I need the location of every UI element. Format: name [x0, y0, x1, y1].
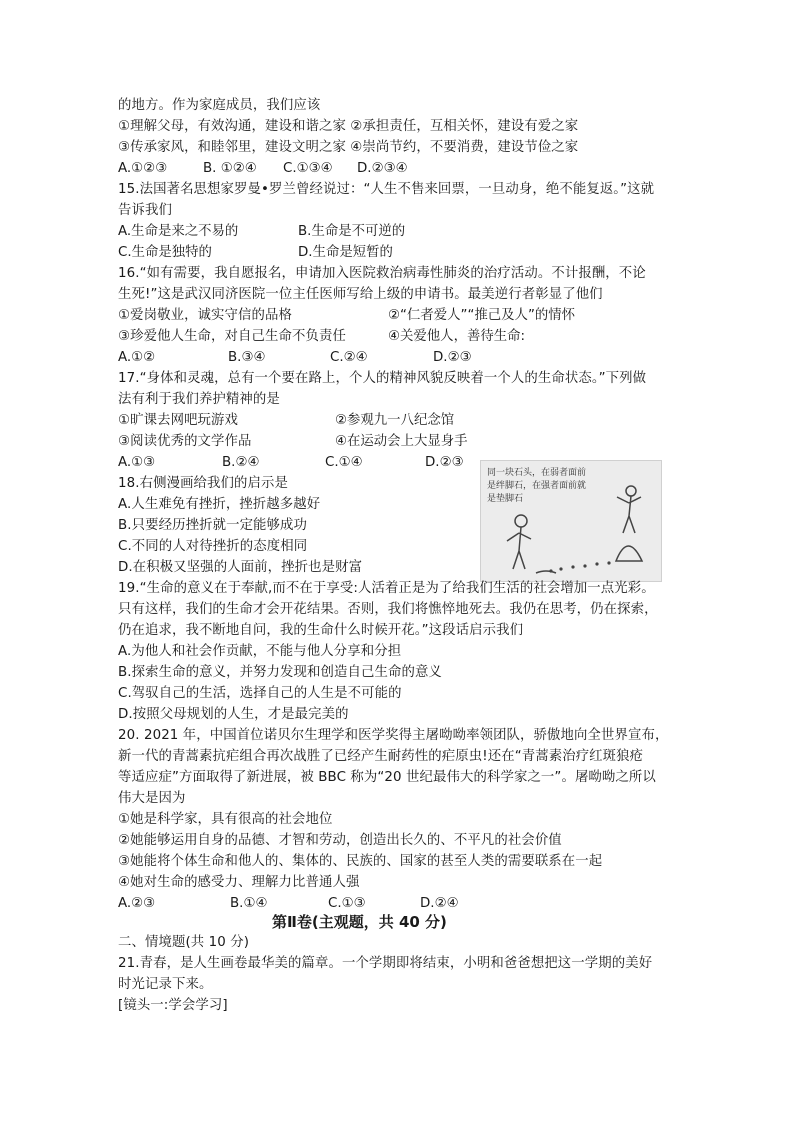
- text-line: 伟大是因为: [118, 791, 186, 806]
- option: A.①②③: [118, 161, 168, 176]
- option: D.②③: [425, 455, 464, 470]
- option: B.③④: [228, 350, 266, 365]
- text-line: ③传承家风，和睦邻里，建设文明之家 ④崇尚节约，不要消费，建设节俭之家: [118, 140, 579, 155]
- text-line: ①理解父母，有效沟通，建设和谐之家 ②承担责任，互相关怀，建设有爱之家: [118, 119, 579, 134]
- cartoon-drawing: [481, 461, 661, 581]
- text-line: [镜头一:学会学习]: [118, 998, 228, 1013]
- option: A.①③: [118, 455, 156, 470]
- text-line: 生死!”这是武汉同济医院一位主任医师写给上级的申请书。最美逆行者彰显了他们: [118, 287, 603, 302]
- text-line: ①爱岗敬业，诚实守信的品格: [118, 308, 292, 323]
- option: D.②③④: [357, 161, 408, 176]
- text-line: ②参观九一八纪念馆: [335, 413, 455, 428]
- text-line: ③她能将个体生命和他人的、集体的、民族的、国家的甚至人类的需要联系在一起: [118, 854, 603, 869]
- option: D.在积极又坚强的人面前，挫折也是财富: [118, 560, 363, 575]
- question-20: 20. 2021 年，中国首位诺贝尔生理学和医学奖得主屠呦呦率领团队，骄傲地向全世界宣布，: [118, 728, 669, 743]
- text-line: ④关爱他人，善待生命:: [388, 329, 526, 344]
- cartoon-image: [480, 460, 662, 582]
- text-line: ②“仁者爱人”“推己及人”的情怀: [388, 308, 576, 323]
- cartoon-caption: 同一块石头，在弱者面前是绊脚石，在强者面前就是垫脚石: [487, 468, 587, 504]
- text-line: ④在运动会上大显身手: [335, 434, 468, 449]
- text-line: 的地方。作为家庭成员，我们应该: [118, 98, 321, 113]
- text-line: 等适应症”方面取得了新进展，被 BBC 称为“20 世纪最伟大的科学家之一”。屠呦呦之所以: [118, 770, 656, 785]
- question-18: 18.右侧漫画给我们的启示是: [118, 476, 288, 491]
- option: D.②④: [420, 896, 459, 911]
- question-16: 16.“如有需要，我自愿报名，申请加入医院救治病毒性肺炎的治疗活动。不计报酬，不论: [118, 266, 646, 281]
- option: B.探索生命的意义，并努力发现和创造自己生命的意义: [118, 665, 442, 680]
- text-line: 新一代的青蒿素抗疟组合再次战胜了已经产生耐药性的疟原虫!还在“青蒿素治疗红斑狼疮: [118, 749, 644, 764]
- text-line: ②她能够运用自身的品德、才智和劳动，创造出长久的、不平凡的社会价值: [118, 833, 562, 848]
- option: B.②④: [222, 455, 260, 470]
- text-line: 时光记录下来。: [118, 977, 213, 992]
- option: A.①②: [118, 350, 156, 365]
- option: C.驾驭自己的生活，选择自己的人生是不可能的: [118, 686, 402, 701]
- text-line: 告诉我们: [118, 203, 172, 218]
- text-line: ③阅读优秀的文学作品: [118, 434, 252, 449]
- text-line: 法有利于我们养护精神的是: [118, 392, 280, 407]
- text-line: 仍在追求，我不断地自问，我的生命什么时候开花。”这段话启示我们: [118, 623, 524, 638]
- option: A.②③: [118, 896, 156, 911]
- option: C.①③: [328, 896, 366, 911]
- question-19: 19.“生命的意义在于奉献,而不在于享受:人活着正是为了给我们生活的社会增加一点光彩。: [118, 581, 655, 596]
- option: B.①④: [230, 896, 268, 911]
- option: D.生命是短暂的: [298, 245, 393, 260]
- question-17: 17.“身体和灵魂，总有一个要在路上，个人的精神风貌反映着一个人的生命状态。”下列做: [118, 371, 647, 386]
- option: C.②④: [330, 350, 368, 365]
- option: A.生命是来之不易的: [118, 224, 239, 239]
- text-line: 只有这样，我们的生命才会开花结果。否则，我们将憔悴地死去。我仍在思考，仍在探索，: [118, 602, 658, 617]
- text-line: ④她对生命的感受力、理解力比普通人强: [118, 875, 360, 890]
- text-line: ①她是科学家，具有很高的社会地位: [118, 812, 333, 827]
- option: C.生命是独特的: [118, 245, 212, 260]
- question-15: 15.法国著名思想家罗曼•罗兰曾经说过：“人生不售来回票，一旦动身，绝不能复返。”这就: [118, 182, 655, 197]
- option: B.生命是不可逆的: [298, 224, 406, 239]
- section-heading: 二、情境题(共 10 分): [118, 935, 250, 950]
- option: D.②③: [433, 350, 472, 365]
- option: B. ①②④: [203, 161, 257, 176]
- option: A.人生难免有挫折，挫折越多越好: [118, 497, 321, 512]
- option: A.为他人和社会作贡献，不能与他人分享和分担: [118, 644, 402, 659]
- text-line: ③珍爱他人生命，对自己生命不负责任: [118, 329, 346, 344]
- option: C.①④: [325, 455, 363, 470]
- question-21: 21.青春，是人生画卷最华美的篇章。一个学期即将结束，小明和爸爸想把这一学期的美好: [118, 956, 653, 971]
- option: C.不同的人对待挫折的态度相同: [118, 539, 308, 554]
- option: B.只要经历挫折就一定能够成功: [118, 518, 308, 533]
- option: C.①③④: [283, 161, 333, 176]
- option: D.按照父母规划的人生，才是最完美的: [118, 707, 349, 722]
- section-title: 第Ⅱ卷(主观题，共 40 分): [272, 913, 447, 931]
- text-line: ①旷课去网吧玩游戏: [118, 413, 239, 428]
